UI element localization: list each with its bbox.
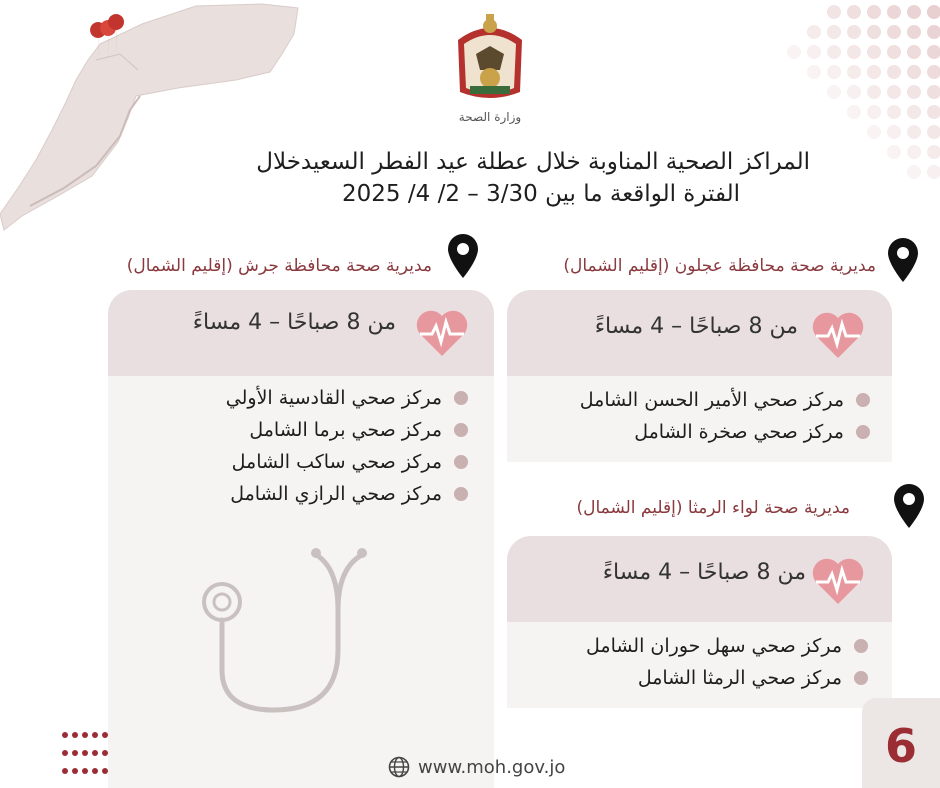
decorative-dot [907,85,921,99]
decorative-dot [72,768,78,774]
directorate-card-ramtha [507,536,892,708]
decorative-dot [887,45,901,59]
decorative-dot [927,5,940,19]
decorative-dot [807,25,821,39]
decorative-dot [92,768,98,774]
decorative-dot [807,45,821,59]
decorative-dot [62,732,68,738]
directorate-header-ramtha: مديرية صحة لواء الرمثا (إقليم الشمال) [576,498,850,518]
directorate-header-jerash: مديرية صحة محافظة جرش (إقليم الشمال) [126,256,432,276]
decorative-dot [807,65,821,79]
bullet-dot [454,455,468,469]
bullet-dot [856,393,870,407]
bullet-dot [854,671,868,685]
decorative-dot [827,45,841,59]
decorative-dot [867,105,881,119]
decorative-dot [867,65,881,79]
list-item [586,630,868,662]
bullet-dot [854,639,868,653]
title-line-1: المراكز الصحية المناوبة خلال عطلة عيد الفطر السعيدخلال [256,149,810,175]
card-header [507,290,892,376]
location-pin-icon [446,232,480,280]
working-hours: من 8 صباحًا – 4 مساءً [192,310,396,335]
decorative-dot [887,125,901,139]
decorative-dot [927,25,940,39]
decorative-dot [82,750,88,756]
decorative-dot [907,125,921,139]
page-title [240,146,810,210]
decorative-dot [787,45,801,59]
decorative-dot [927,85,940,99]
page-number: 6 [862,698,940,788]
working-hours: من 8 صباحًا – 4 مساءً [594,314,798,339]
center-name: مركز صحي الأمير الحسن الشامل [579,389,844,411]
directorate-card-jerash [108,290,494,788]
center-name: مركز صحي صخرة الشامل [634,421,844,443]
center-name: مركز صحي ساكب الشامل [231,451,442,473]
decorative-dot [82,768,88,774]
decorative-dot [867,85,881,99]
card-header [507,536,892,622]
decorative-dot [827,65,841,79]
decorative-dot [887,105,901,119]
decorative-dot [847,105,861,119]
title-line-2: الفترة الواقعة ما بين 3/30 – 2/ 4/ 2025 [342,181,740,207]
decorative-dot [907,5,921,19]
decorative-dot [847,45,861,59]
decorative-dot [927,165,940,179]
decorative-dot [867,5,881,19]
center-name: مركز صحي برما الشامل [249,419,442,441]
decorative-dot [847,5,861,19]
center-name: مركز صحي سهل حوران الشامل [586,635,842,657]
decorative-dot [62,750,68,756]
decorative-dot [887,25,901,39]
directorate-card-ajloun [507,290,892,462]
website-url[interactable]: www.moh.gov.jo [418,756,566,778]
working-hours: من 8 صباحًا – 4 مساءً [602,560,806,585]
decorative-dot [867,45,881,59]
center-name: مركز صحي الرمثا الشامل [637,667,842,689]
decorative-dot [907,145,921,159]
heart-pulse-icon [414,308,470,358]
list-item [586,662,868,694]
decorative-dot [927,125,940,139]
decorative-dot [887,85,901,99]
list-item [226,382,468,414]
decorative-dot [827,85,841,99]
decorative-dot [847,85,861,99]
decorative-dot [927,145,940,159]
list-item [226,446,468,478]
directorate-header-ajloun: مديرية صحة محافظة عجلون (إقليم الشمال) [563,256,876,276]
decorative-dot [887,65,901,79]
center-name: مركز صحي الرازي الشامل [230,483,442,505]
list-item [580,416,870,448]
globe-icon [388,756,410,778]
decorative-dot [847,25,861,39]
stethoscope-icon [188,540,388,720]
decorative-dot [82,732,88,738]
decorative-dot [62,768,68,774]
decorative-dot [907,25,921,39]
decorative-dot [92,750,98,756]
decorative-dot [927,105,940,119]
decorative-dot [907,45,921,59]
decorative-dot [72,732,78,738]
bullet-dot [454,487,468,501]
decorative-dot [907,65,921,79]
decorative-dot [827,25,841,39]
decorative-dot [92,732,98,738]
decorative-dot [827,5,841,19]
website-link[interactable] [388,756,565,778]
decorative-dot [867,125,881,139]
heart-pulse-icon [810,556,866,606]
centers-list [580,384,870,448]
decorative-dot [907,105,921,119]
list-item [580,384,870,416]
decorative-dot [102,750,108,756]
card-header [108,290,494,376]
decorative-dot [867,25,881,39]
ministry-emblem [450,12,530,124]
centers-list [226,382,468,510]
decorative-dot [887,145,901,159]
bullet-dot [454,391,468,405]
ministry-label: وزارة الصحة [458,110,522,124]
ministry-emblem-icon [450,12,530,104]
decorative-dot [907,165,921,179]
decorative-dot [847,65,861,79]
list-item [226,414,468,446]
center-name: مركز صحي القادسية الأولي [225,387,442,409]
decorative-dot [927,65,940,79]
location-pin-icon [892,482,926,530]
location-pin-icon [886,236,920,284]
decorative-dot [102,768,108,774]
decorative-dot [72,750,78,756]
centers-list [586,630,868,694]
bullet-dot [856,425,870,439]
decorative-dot [102,732,108,738]
decorative-dot [887,5,901,19]
heart-pulse-icon [810,310,866,360]
bullet-dot [454,423,468,437]
decorative-dot [927,45,940,59]
list-item [226,478,468,510]
